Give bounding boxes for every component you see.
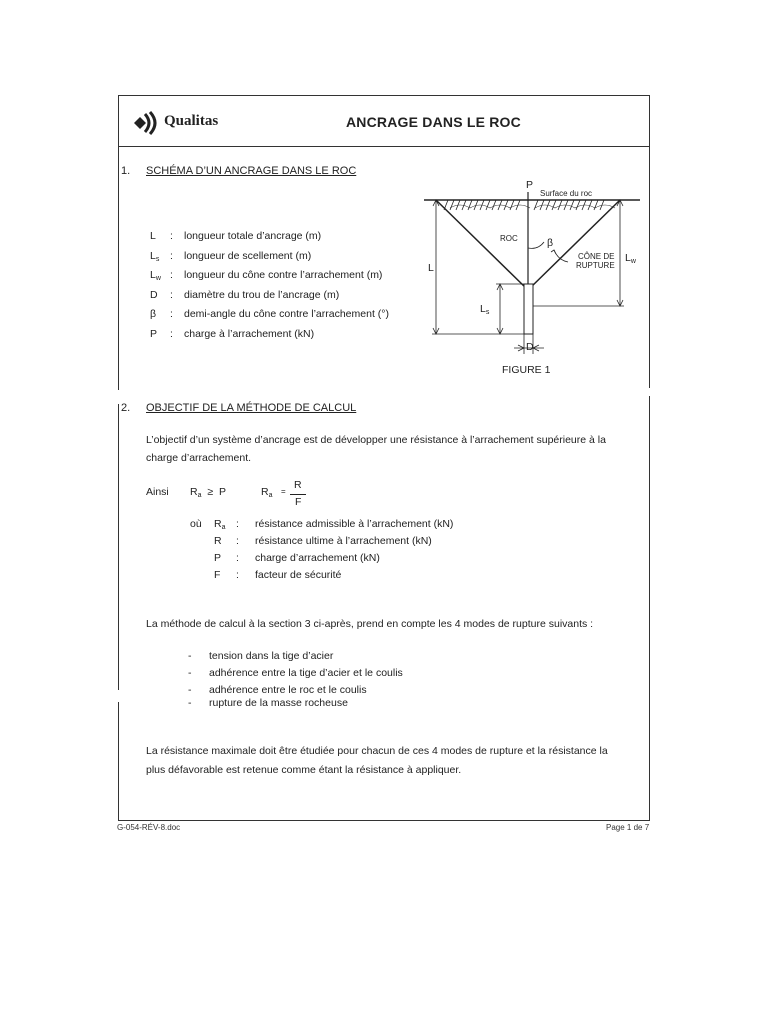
fraction-denominator: F: [295, 496, 302, 508]
def-text: résistance ultime à l’arrachement (kN): [255, 535, 432, 547]
def-text: charge d’arrachement (kN): [255, 552, 380, 564]
legend-sep: :: [170, 288, 173, 301]
def-symbol-text: R: [214, 535, 222, 547]
qualitas-logo-icon: [133, 111, 159, 140]
def-sep: :: [236, 552, 239, 564]
section1-heading: SCHÉMA D’UN ANCRAGE DANS LE ROC: [146, 165, 357, 177]
legend-sep: :: [170, 249, 173, 262]
figure-label-D: D: [526, 341, 534, 353]
mode-bullet: -: [188, 697, 192, 709]
figure-label-Ls: $L_s$: [480, 303, 490, 316]
def-symbol-text: R: [214, 518, 222, 530]
mode-bullet: -: [188, 684, 192, 696]
mode-bullet: -: [188, 650, 192, 662]
def-symbol: [214, 518, 226, 531]
legend-sep: :: [170, 230, 173, 242]
legend-sep: :: [170, 328, 173, 340]
mode-item: adhérence entre le roc et le coulis: [209, 684, 367, 696]
def-symbol-sub: a: [221, 524, 226, 531]
mode-item: rupture de la masse rocheuse: [209, 697, 348, 709]
header-divider: [118, 146, 650, 147]
fraction-bar: [290, 494, 306, 495]
mode-bullet: -: [188, 667, 192, 679]
legend-symbol-text: L: [150, 269, 156, 282]
figure-label-L: L: [428, 262, 434, 274]
legend-symbol: [150, 230, 156, 242]
def-symbol: [214, 569, 220, 581]
def-symbol: [214, 552, 221, 564]
legend-symbol: [150, 308, 156, 320]
def-symbol-text: P: [214, 552, 222, 564]
legend-text: charge à l’arrachement (kN): [184, 328, 315, 340]
border-gap: [646, 388, 652, 396]
def-symbol: [214, 535, 222, 547]
figure-cone-label-1: CÔNE DE: [578, 252, 615, 261]
legend-text: demi-angle du cône contre l’arrachement (°): [184, 308, 389, 321]
legend-symbol-sub: w: [155, 275, 161, 283]
def-text: résistance admissible à l’arrachement (kN): [255, 518, 454, 530]
legend-symbol-text: L: [150, 230, 156, 242]
ainsi-label: Ainsi: [146, 486, 169, 498]
def-sep: :: [236, 569, 239, 581]
legend-text: longueur totale d’ancrage (m): [184, 230, 322, 242]
legend-symbol: [150, 328, 157, 340]
def-symbol-text: F: [214, 569, 221, 581]
legend-symbol-text: D: [150, 288, 158, 301]
section1-number: 1.: [121, 165, 131, 177]
mode-item: adhérence entre la tige d’acier et le coulis: [209, 667, 403, 679]
def-text: facteur de sécurité: [255, 569, 342, 581]
figure-cone-label-2: RUPTURE: [576, 261, 615, 270]
section2-heading: OBJECTIF DE LA MÉTHODE DE CALCUL: [146, 402, 357, 414]
legend-symbol-text: P: [150, 328, 158, 340]
legend-symbol-sub: s: [155, 255, 160, 263]
figure-caption: FIGURE 1: [502, 364, 551, 376]
figure-beta-label: β: [547, 237, 554, 249]
def-sep: :: [236, 535, 239, 547]
def-sep: :: [236, 518, 239, 530]
legend-symbol: [150, 289, 158, 301]
legend-text: longueur de scellement (m): [184, 249, 312, 262]
equation-lhs: $R_a$: [261, 486, 273, 499]
figure-roc-label: ROC: [500, 234, 518, 243]
fraction-numerator: R: [294, 479, 302, 491]
modes-intro: La méthode de calcul à la section 3 ci-après, prend en compte les 4 modes de rupture suivants :: [146, 618, 594, 630]
logo-text: Qualitas: [164, 113, 219, 129]
legend-symbol-text: L: [150, 249, 156, 262]
intro-line-1: L’objectif d’un système d’ancrage est de développer une résistance à l’arrachement supérieure à la: [146, 434, 606, 446]
border-gap: [116, 690, 122, 702]
footer-doc-ref: G-054-RÉV-8.doc: [117, 823, 181, 832]
legend-symbol: [150, 269, 161, 282]
figure-label-Lw: $L_w$: [625, 252, 636, 265]
mode-item: tension dans la tige d’acier: [209, 650, 334, 662]
figure-label-p: P: [526, 179, 534, 191]
intro-line-2: charge d’arrachement.: [146, 452, 252, 464]
legend-text: diamètre du trou de l’ancrage (m): [184, 288, 340, 301]
legend-sep: :: [170, 269, 173, 282]
section2-number: 2.: [121, 402, 131, 414]
equation-operator: =: [281, 487, 286, 496]
legend-symbol: [150, 250, 159, 263]
closing-line-1: La résistance maximale doit être étudiée pour chacun de ces 4 modes de rupture et la résistance la: [146, 745, 608, 757]
footer-page-number: Page 1 de 7: [606, 823, 650, 832]
legend-symbol-text: β: [150, 308, 157, 321]
ou-label: où: [190, 518, 202, 530]
legend-sep: :: [170, 308, 173, 321]
figure-surface-label: Surface du roc: [540, 189, 593, 198]
closing-line-2: plus défavorable est retenue comme étant la résistance à appliquer.: [146, 764, 462, 776]
legend-text: longueur du cône contre l’arrachement (m): [184, 269, 383, 282]
inequality: $R_a \ge P$: [190, 486, 226, 499]
page-title: ANCRAGE DANS LE ROC: [346, 114, 521, 130]
